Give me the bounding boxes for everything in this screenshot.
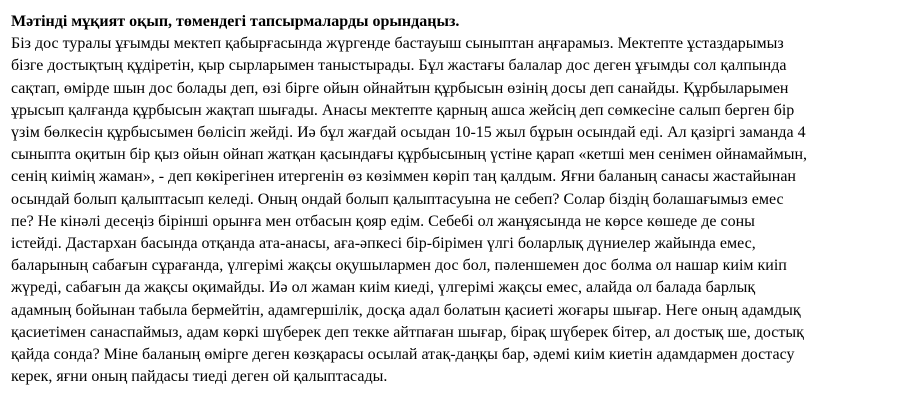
text-line: істейді. Дастархан басында отқанда ата-анасы, аға-әпкесі бір-бірімен үлгі боларлық дүниелер жайында емес, [11,235,756,253]
text-line: Біз дос туралы ұғымды мектеп қабырғасында жүргенде бастауыш сыныптан аңғарамыз. Мектепте ұстаздарымыз [11,35,784,53]
text-line: қасиетімен санаспаймыз, адам көркі шүберек деп текке айтпаған шығар, бірақ шүберек бітер, ал достық ше, достық [11,323,804,341]
document [11,11,921,388]
text-line: осындай болып қалыптасып келеді. Оның ондай болып қалыптасуына не себеп? Солар біздің болашағымыз емес [11,190,784,208]
document-title: Мәтінді мұқият оқып, төмендегі тапсырмаларды орындаңыз. [11,13,460,30]
text-line: сыныпта оқитын бір қыз ойын ойнап жатқан қасындағы құрбысының үстіне қарап «кетші мен сенімен ойнамаймын, [11,146,808,164]
text-line: адамның бойынан табыла бермейтін, адамгершілік, досқа адал болатын қасиеті жоғары шығар. Неге оның адамдық [11,301,801,319]
text-line: пе? Не кінәлі десеңіз бірінші орынға мен отбасын қояр едім. Себебі ол жанұясында не көрсе көшеде де соны [11,212,755,230]
text-line: үзім бөлкесін құрбысымен бөлісіп жейді. Иә бұл жағдай осыдан 10-15 жыл бұрын осындай еді. Ал қазіргі заманда 4 [11,124,806,142]
text-line: баларының сабағын сұрағанда, үлгерімі жақсы оқушылармен дос бол, пәленшемен дос болма ол нашар киім киіп [11,257,787,275]
text-line: бізге достықтың құдіретін, қыр сырларымен таныстырады. Бұл жастағы балалар дос деген ұғымды сол қалпында [11,57,787,75]
text-line: сенің киімің жаман», - деп көкірегінен итергенін өз көзіммен көріп таң қалдым. Яғни баланың санасы жастайынан [11,168,796,186]
text-line: сақтап, өмірде шын дос болады деп, өзі бірге ойын ойнайтын құрбысын өзінің досы деп санайды. Құрбыларымен [11,79,789,97]
text-line: керек, яғни оның пайдасы тиеді деген ой қалыптасады. [11,368,388,386]
document-body [11,33,921,388]
text-line: қайда сонда? Міне баланың өмірге деген көзқарасы осылай атақ-даңқы бар, әдемі киім киетін адамдармен достасу [11,346,795,364]
text-line: жүреді, сабағын да жақсы оқимайды. Иә ол жаман киім киеді, үлгерімі жақсы емес, алайда ол балада барлық [11,279,756,297]
text-line: ұрысып қалғанда құрбысын жақтап шығады. Анасы мектепте қарның ашса жейсің деп сөмкесіне салып берген бір [11,101,795,119]
